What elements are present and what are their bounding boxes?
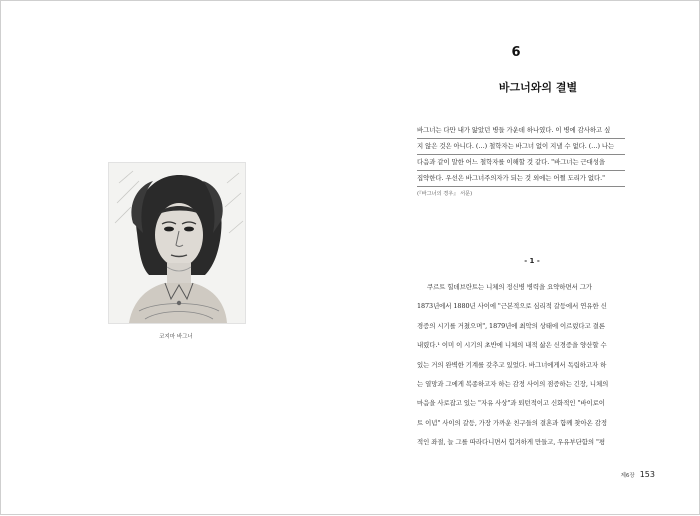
body-line: 적인 좌절, 늘 그를 따라다니면서 힘겨하게 만들고, 우유부단함의 "평 [417, 438, 606, 447]
body-line: 는 열망과 그에게 복종하고자 하는 감정 사이의 점증하는 긴장, 니체의 [417, 379, 609, 388]
page-footer [599, 462, 655, 481]
page-number: 153 [639, 470, 655, 479]
body-line: 트 이념" 사이의 갈등, 가장 가까운 친구들의 결혼과 함께 찾아온 감정 [417, 418, 608, 427]
body-line: 쿠르트 힐데브란트는 니체의 정신병 병력을 요약하면서 그가 [427, 283, 592, 291]
body-line: 1873년에서 1880년 사이에 "근본적으로 심리적 갈등에서 연유한 신 [417, 302, 607, 311]
portrait-drawing [109, 163, 245, 323]
footer-chapter-label: 제6장 [620, 473, 635, 479]
epigraph-source: (『바그너의 경우』 서문) [417, 191, 473, 197]
chapter-number: 6 [511, 45, 521, 60]
epigraph-line: 집약한다. 우선은 바그너주의자가 되는 것 외에는 어쩔 도리가 없다." [417, 171, 625, 187]
body-line: 경증의 시기를 거쳤으며", 1879년에 최악의 상태에 이르렀다고 결론 [417, 321, 605, 330]
chapter-title: 바그너와의 결별 [498, 81, 578, 94]
epigraph-line: 지 않은 것은 아니다. (…) 철학자는 바그너 없이 지낼 수 없다. (…) 나는 [417, 139, 625, 155]
body-line: 내렸다.¹ 이미 이 시기의 초반에 니체의 내적 삶은 신경증을 양산할 수 [417, 341, 607, 350]
section-number: - 1 - [524, 257, 540, 265]
body-line: 마음을 사로잡고 있는 "자유 사상"과 퇴턴적이고 신화적인 "바이로이 [417, 399, 605, 408]
epigraph-line: 바그너는 다만 내가 앓았던 병들 가운데 하나였다. 이 병에 감사하고 싶 [417, 123, 625, 139]
portrait-caption: 코지마 바그너 [159, 334, 193, 340]
epigraph-line: 다음과 같이 말한 어느 철학자를 이해할 것 같다. "바그너는 근대성을 [417, 155, 625, 171]
body-line: 있는 거의 완벽한 기계를 갖추고 있었다. 바그너에게서 독립하고자 하 [417, 360, 607, 369]
left-page [1, 1, 351, 516]
epigraph [417, 123, 625, 197]
body-text [417, 278, 625, 453]
portrait-image [108, 162, 246, 324]
